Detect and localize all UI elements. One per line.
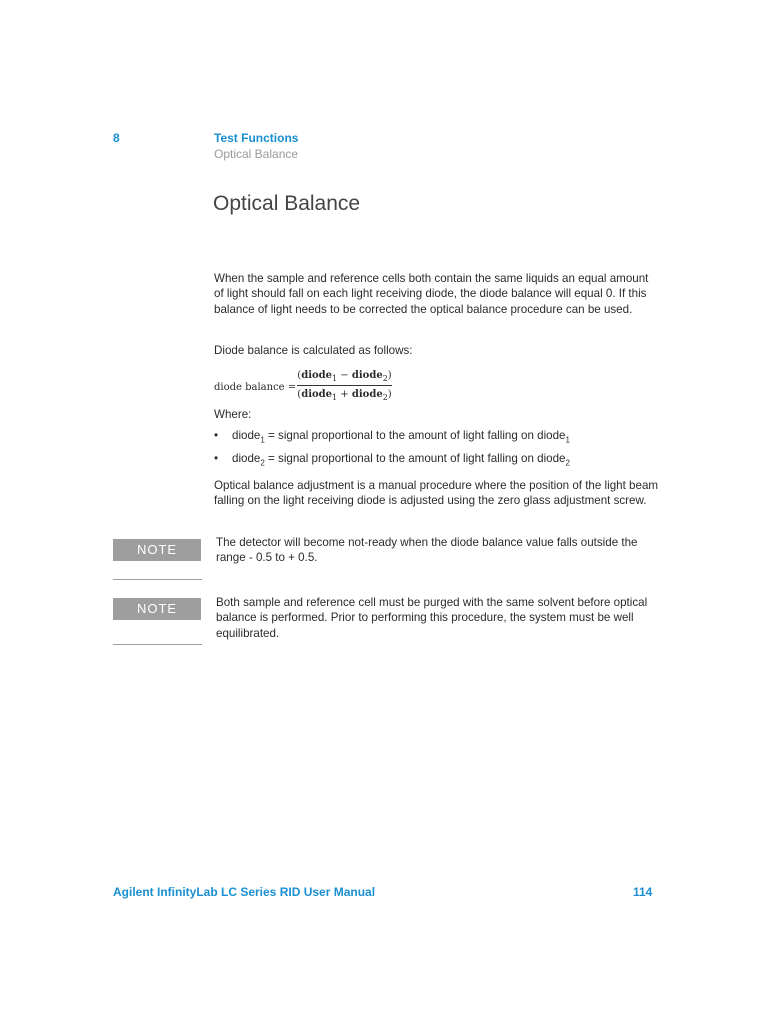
bullet-marker: • xyxy=(214,452,219,465)
bullet-item: • diode$_2$ = signal proportional to the amount of light falling on diode$_2$ xyxy=(214,452,570,468)
calc-paragraph: Diode balance is calculated as follows: xyxy=(214,344,413,357)
note-text: The detector will become not-ready when the diode balance value falls outside the range - 0.5 to + 0.5. xyxy=(216,536,638,565)
diode-balance-formula xyxy=(214,370,414,406)
section-subtitle: Optical Balance xyxy=(214,147,299,161)
note-text: Both sample and reference cell must be purged with the same solvent before optical balance is performed. Prior to performing this procedure, the system must be well equilibrated. xyxy=(216,596,648,640)
formula-fraction xyxy=(297,370,392,402)
bullet-marker: • xyxy=(214,429,219,442)
where-label: Where: xyxy=(214,408,252,421)
chapter-number: 8 xyxy=(113,131,120,145)
note-divider xyxy=(113,644,202,645)
formula-label: diode balance = xyxy=(214,382,297,393)
page-number: 114 xyxy=(633,885,653,899)
adjustment-paragraph: Optical balance adjustment is a manual procedure where the position of the light beam falling on the light receiving diode is adjusted using the zero glass adjustment screw. xyxy=(214,479,659,508)
page-heading: Optical Balance xyxy=(213,192,361,215)
chapter-title: Test Functions xyxy=(214,131,299,145)
intro-paragraph: When the sample and reference cells both contain the same liquids an equal amount of light should fall on each light receiving diode, the diode balance will equal 0. If this balance of light needs to be corrected the optical balance procedure can be used. xyxy=(214,272,649,316)
bullet-item: • diode$_1$ = signal proportional to the amount of light falling on diode$_1$ xyxy=(214,429,570,445)
note-badge: NOTE xyxy=(113,539,201,561)
note-divider xyxy=(113,579,202,580)
footer-title: Agilent InfinityLab LC Series RID User Manual xyxy=(113,885,376,899)
formula-numerator: (diode$_1$ − diode$_2$) xyxy=(297,370,392,386)
formula-denominator: (diode$_1$ + diode$_2$) xyxy=(297,389,392,402)
note-badge: NOTE xyxy=(113,598,201,620)
